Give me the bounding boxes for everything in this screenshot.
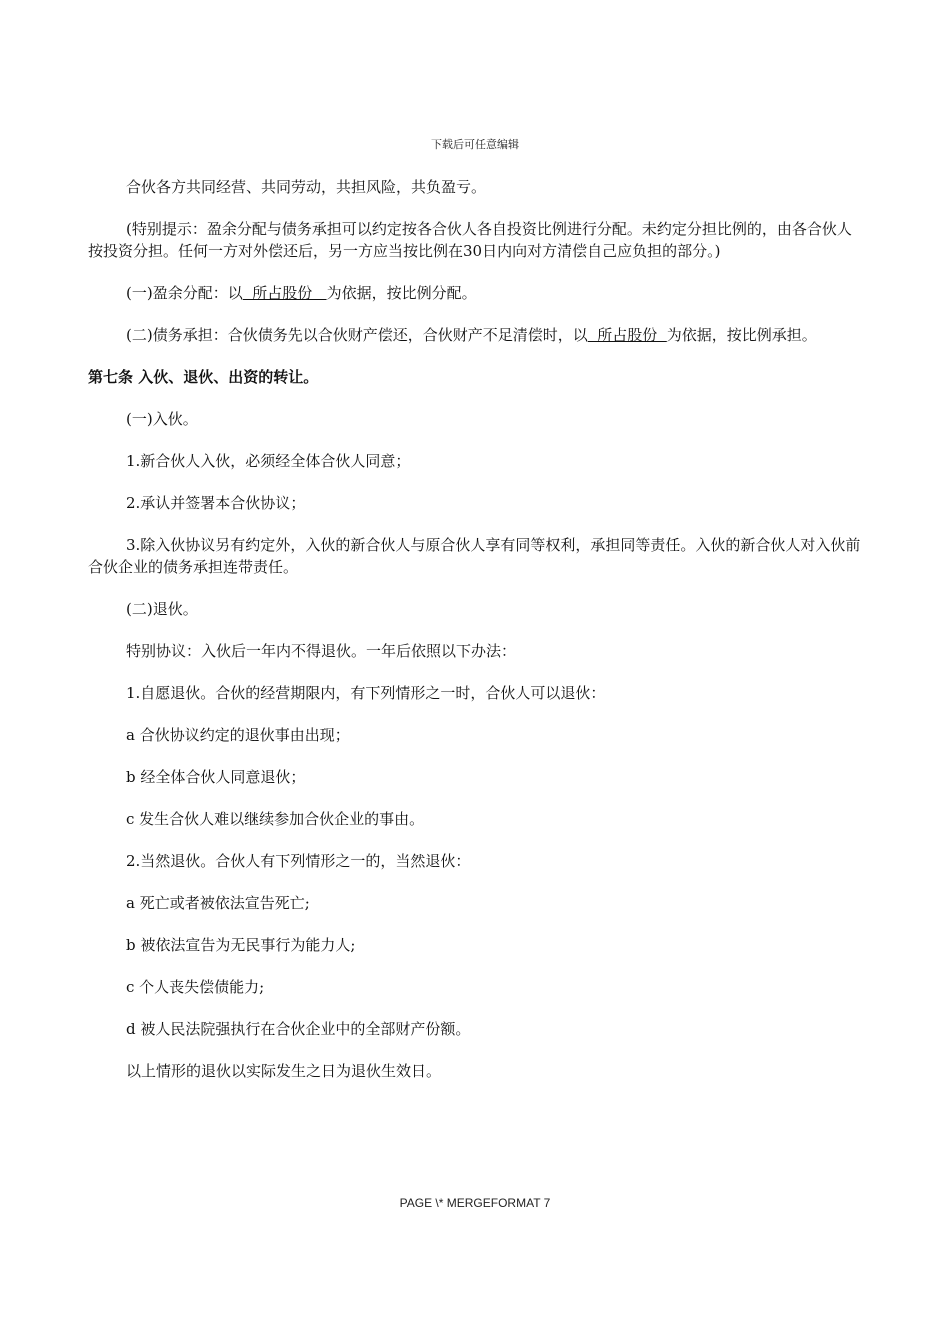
voluntary-exit-a: a 合伙协议约定的退伙事由出现； <box>126 726 350 744</box>
join-item-2: 2.承认并签署本合伙协议； <box>126 494 306 512</box>
natural-exit-c: c 个人丧失偿债能力; <box>126 978 265 996</box>
join-section-title: (一)入伙。 <box>126 410 198 428</box>
page-header: 下载后可任意编辑 <box>431 138 519 151</box>
paragraph-shared-risk: 合伙各方共同经营、共同劳动，共担风险，共负盈亏。 <box>126 178 487 196</box>
natural-exit-a: a 死亡或者被依法宣告死亡; <box>126 894 310 912</box>
special-agreement: 特别协议：入伙后一年内不得退伙。一年后依照以下办法： <box>126 642 517 660</box>
voluntary-exit-b: b 经全体合伙人同意退伙； <box>126 768 306 786</box>
page-footer-field: PAGE \* MERGEFORMAT 7 <box>399 1196 551 1210</box>
natural-exit-d: d 被人民法院强执行在合伙企业中的全部财产份额。 <box>126 1020 471 1038</box>
debt-basis-fill: 所占股份 <box>587 326 667 344</box>
document-body <box>88 176 864 1102</box>
debt-bearing-suffix: 为依据，按比例承担。 <box>666 326 817 344</box>
voluntary-exit-c: c 发生合伙人难以继续参加合伙企业的事由。 <box>126 810 425 828</box>
exit-effective-date: 以上情形的退伙以实际发生之日为退伙生效日。 <box>126 1062 442 1080</box>
paragraph-debt-bearing <box>88 324 864 346</box>
profit-distribution-suffix: 为依据，按比例分配。 <box>326 284 477 302</box>
join-item-3: 3.除入伙协议另有约定外，入伙的新合伙人与原合伙人享有同等权利，承担同等责任。入伙的新合伙人对入伙前合伙企业的债务承担连带责任。 <box>88 536 861 576</box>
paragraph-special-note: (特别提示：盈余分配与债务承担可以约定按各合伙人各自投资比例进行分配。未约定分担比例的，由各合伙人按投资分担。任何一方对外偿还后，另一方应当按比例在30日内向对方清偿自己应负担的部分。) <box>88 220 852 260</box>
debt-bearing-prefix: (二)债务承担：合伙债务先以合伙财产偿还，合伙财产不足清偿时，以 <box>126 326 588 344</box>
article-7-heading: 第七条 入伙、退伙、出资的转让。 <box>88 368 319 386</box>
join-item-1: 1.新合伙人入伙，必须经全体合伙人同意； <box>126 452 411 470</box>
exit-section-title: (二)退伙。 <box>126 600 198 618</box>
profit-distribution-prefix: (一)盈余分配：以 <box>126 284 243 302</box>
paragraph-profit-distribution <box>88 282 864 304</box>
profit-basis-fill: 所占股份 <box>242 284 327 302</box>
natural-exit-b: b 被依法宣告为无民事行为能力人; <box>126 936 356 954</box>
natural-exit-title: 2.当然退伙。合伙人有下列情形之一的，当然退伙： <box>126 852 471 870</box>
voluntary-exit-title: 1.自愿退伙。合伙的经营期限内，有下列情形之一时，合伙人可以退伙： <box>126 684 606 702</box>
